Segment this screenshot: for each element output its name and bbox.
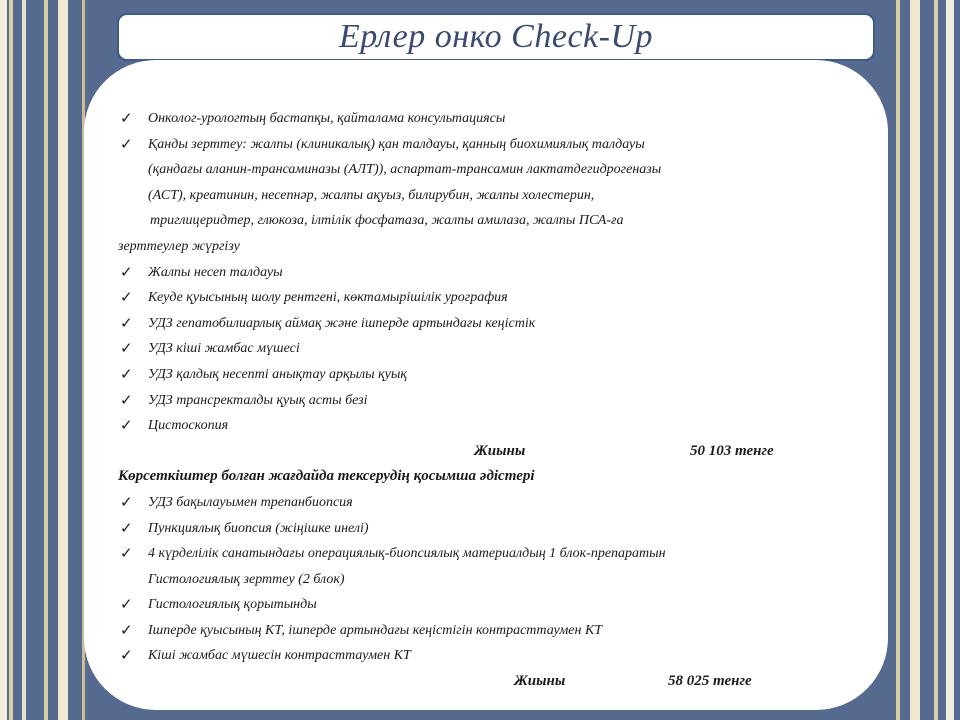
list-item: ✓ УДЗ трансректалды қуық асты безі [118,388,848,414]
list-item-continuation: Гистологиялық зерттеу (2 блок) [148,571,345,587]
list-item: ✓ Пункциялық биопсия (жіңішке инелі) [118,516,848,542]
list-item: ✓ УДЗ бақылауымен трепанбиопсия [118,490,848,516]
checkmark-icon: ✓ [120,544,133,563]
service-list [118,106,848,695]
list-item-continuation: (АСТ), креатинин, несепнәр, жалпы ақуыз, билирубин, жалпы холестерин, [148,187,595,203]
checkmark-icon: ✓ [120,492,133,511]
section-heading: Көрсеткіштер болған жағдайда тексерудің қосымша әдістері [118,468,535,485]
checkmark-icon: ✓ [120,416,133,435]
list-item-continuation: триглицеридтер, глюкоза, ілтілік фосфатаза, жалпы амилаза, жалпы ПСА-ға [150,213,624,229]
checkmark-icon: ✓ [120,109,133,127]
border-stripe [896,0,900,720]
list-item: ✓ Онколог-урологтың бастапқы, қайталама консультациясы [118,106,848,132]
checkmark-icon: ✓ [120,313,133,332]
checkmark-icon: ✓ [120,339,133,358]
list-item: ✓ Кіші жамбас мүшесін контрасттаумен КТ [118,643,848,669]
list-item: ✓ Цистоскопия [118,413,848,439]
list-item: ✓ 4 күрделілік санатындағы операциялық-биопсиялық материалдың 1 блок-препаратын [118,541,848,567]
checkmark-icon: ✓ [120,288,133,307]
list-item: ✓ Гистологиялық қорытынды [118,592,848,618]
title-bar [117,13,875,61]
checkmark-icon: ✓ [120,134,133,153]
list-item: ✓ УДЗ қалдық несепті анықтау арқылы қуық [118,362,848,388]
border-stripe [22,0,26,720]
list-item: ✓ Ішперде қуысының КТ, ішперде артындағы кеңістігін контрасттаумен КТ [118,618,848,644]
list-item-continuation: зерттеулер жүргізу [118,238,240,254]
total-row [118,439,848,465]
checkmark-icon: ✓ [120,620,133,639]
border-stripe [0,0,7,720]
list-item: ✓ УДЗ гепатобилиарлық аймақ және ішперде артындағы кеңістік [118,311,848,337]
list-item: ✓ Кеуде қуысының шолу рентгені, көктамырішілік урография [118,285,848,311]
total-value: 58 025 тенге [668,673,752,690]
checkmark-icon: ✓ [120,646,133,665]
page-title: Ерлер онко Check-Up [338,18,654,55]
list-item: ✓ Қанды зерттеу: жалпы (клиникалық) қан талдауы, қанның биохимиялық талдауы [118,132,848,158]
border-stripe [934,0,938,720]
border-stripe [9,0,13,720]
total-label: Жиыны [474,442,526,459]
total-row [118,669,848,695]
border-stripe [44,0,48,720]
list-item-continuation: (қандағы аланин-трансаминазы (АЛТ)), аспартат-трансамин лактатдегидрогеназы [148,162,662,178]
list-item: ✓ Жалпы несеп талдауы [118,260,848,286]
checkmark-icon: ✓ [120,364,133,383]
checkmark-icon: ✓ [120,518,133,537]
list-item: ✓ УДЗ кіші жамбас мүшесі [118,336,848,362]
border-stripe [58,0,68,720]
border-stripe [946,0,954,720]
border-stripe [910,0,920,720]
total-label: Жиыны [514,673,566,690]
checkmark-icon: ✓ [120,595,133,614]
checkmark-icon: ✓ [120,262,133,281]
checkmark-icon: ✓ [120,390,133,409]
total-value: 50 103 тенге [690,442,774,459]
